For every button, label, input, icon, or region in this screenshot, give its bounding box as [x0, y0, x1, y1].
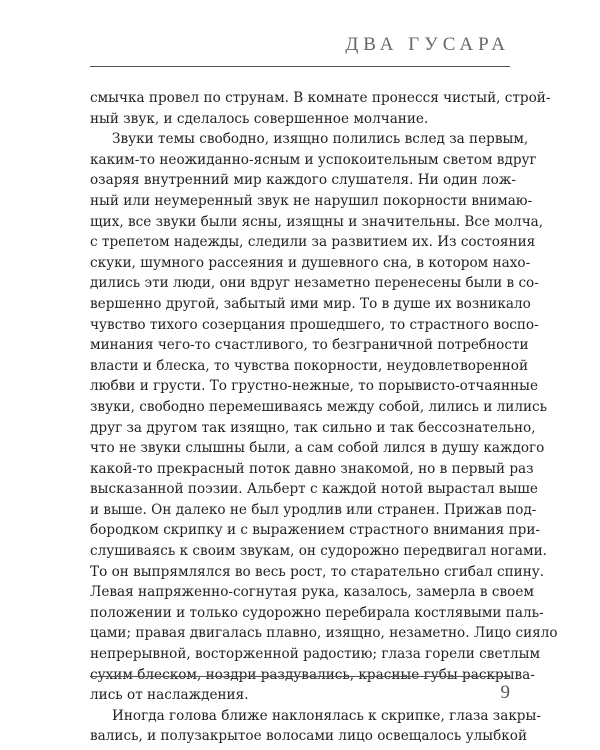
text-line: звуки, свободно перемешиваясь между собой, лились и лились — [90, 398, 548, 415]
text-line: Звуки темы свободно, изящно полились вслед за первым, — [112, 131, 529, 148]
text-line: Иногда голова ближе наклонялась к скрипке, глаза закры- — [112, 707, 541, 724]
text-line: щих, все звуки были ясны, изящны и значительны. Все молча, — [90, 213, 544, 230]
text-line: положении и только судорожно перебирала костлявыми паль- — [90, 604, 544, 621]
text-line: вершенно другой, забытый ими мир. То в душе их возникало — [90, 295, 531, 312]
text-line: бородком скрипку и с выражением страстного внимания при- — [90, 522, 540, 539]
text-line: смычка провел по струнам. В комнате пронесся чистый, строй- — [90, 90, 551, 106]
text-line: какой-то прекрасный поток давно знакомой, но в первый раз — [90, 460, 534, 477]
text-line: вались, и полузакрытое волосами лицо освещалось улыбкой — [90, 728, 528, 745]
text-line: ный звук, и сделалось совершенное молчание. — [90, 110, 429, 127]
text-line: с трепетом надежды, следили за развитием их. Из состояния — [90, 234, 536, 251]
text-line: власти и блеска, то чувства покорности, неудовлетворенной — [90, 357, 529, 374]
text-line: минания чего-то счастливого, то безграничной потребности — [90, 337, 529, 354]
running-title: ДВА ГУСАРА — [345, 34, 510, 55]
text-line: скуки, шумного рассеяния и душевного сна, в котором нахо- — [90, 254, 531, 271]
text-line: чувство тихого созерцания прошедшего, то страстного воспо- — [90, 316, 539, 333]
text-line: и выше. Он далеко не был уродлив или странен. Прижав под- — [90, 501, 537, 518]
text-line: непрерывной, восторженной радостию; глаза горели светлым — [90, 646, 541, 663]
text-line: То он выпрямлялся во весь рост, то старательно сгибал спину. — [90, 563, 545, 580]
footer-rule — [90, 676, 510, 677]
text-line: дились эти люди, они вдруг незаметно перенесены были в со- — [90, 275, 539, 292]
text-line: озаряя внутренний мир каждого слушателя. Ни один лож- — [90, 172, 516, 189]
text-line: лись от наслаждения. — [90, 687, 249, 704]
page-number: 9 — [500, 682, 510, 703]
text-line: каким-то неожиданно-ясным и успокоительным светом вдруг — [90, 151, 537, 168]
text-line: сухим блеском, ноздри раздувались, красные губы раскрыва- — [90, 666, 535, 683]
text-line: слушиваясь к своим звукам, он судорожно передвигал ногами. — [90, 543, 547, 560]
text-line: любви и грусти. То грустно-нежные, то порывисто-отчаянные — [90, 378, 539, 395]
text-line: Левая напряженно-согнутая рука, казалось, замерла в своем — [90, 584, 534, 601]
text-line: цами; правая двигалась плавно, изящно, незаметно. Лицо сияло — [90, 625, 558, 642]
body-text — [90, 88, 558, 747]
text-line: ный или неумеренный звук не нарушил покорности внимаю- — [90, 192, 533, 209]
text-line: друг за другом так изящно, так сильно и так бессознательно, — [90, 419, 536, 436]
text-line: высказанной поэзии. Альберт с каждой нотой вырастал выше — [90, 481, 538, 498]
header-rule — [90, 66, 510, 67]
text-line: что не звуки слышны были, а сам собой лился в душу каждого — [90, 440, 545, 457]
